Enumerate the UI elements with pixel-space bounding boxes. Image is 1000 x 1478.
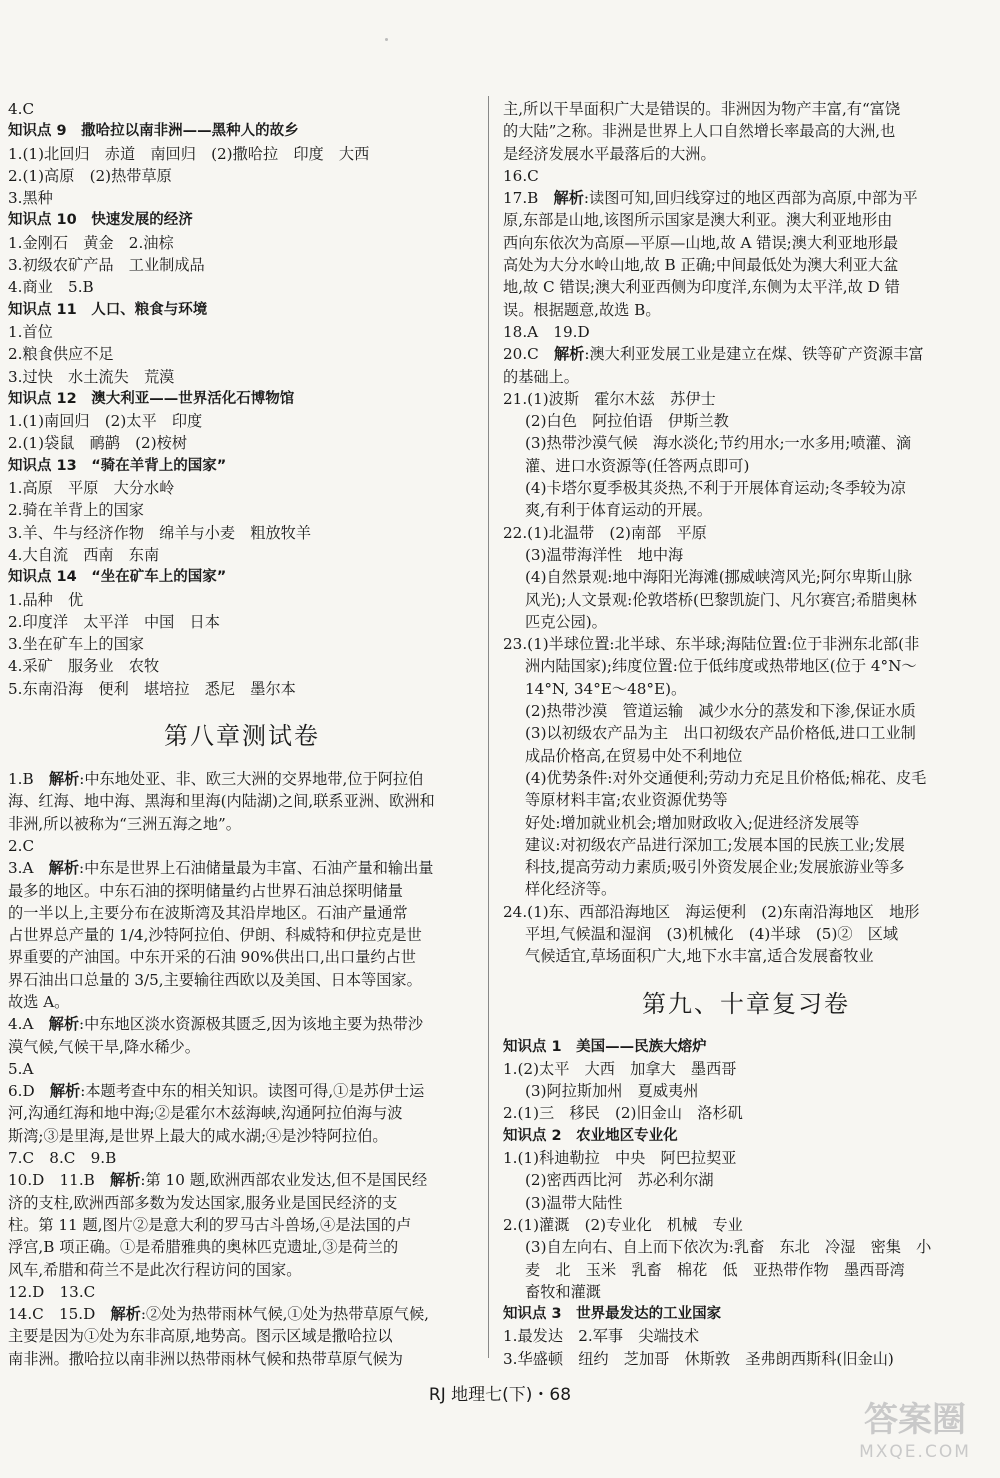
answer-line: 4.商业 5.B <box>8 278 94 297</box>
analysis-text: :澳大利亚发展工业是建立在煤、铁等矿产资源丰富 <box>584 345 924 364</box>
watermark-url: MXQE.COM <box>859 1442 971 1462</box>
answer-line: 风车,希腊和荷兰不是此次行程访问的国家。 <box>8 1260 302 1279</box>
left-column <box>8 98 476 1370</box>
answer-line: 西向东依次为高原—平原—山地,故 A 错误;澳大利亚地形最 <box>503 233 899 252</box>
answer-line: 22.(1)北温带 (2)南部 平原 <box>503 523 707 542</box>
answer-line: 非洲,所以被称为“三洲五海之地”。 <box>8 814 241 833</box>
answer-line: 南非洲。撒哈拉以南非洲以热带雨林气候和热带草原气候为 <box>8 1349 403 1368</box>
answer-line: (3)温带大陆性 <box>525 1193 623 1212</box>
analysis-text: :中东地区淡水资源极其匮乏,因为该地主要为热带沙 <box>79 1015 424 1034</box>
answer-line: 4.C <box>8 100 35 118</box>
knowledge-point-heading: 知识点 11 人口、粮食与环境 <box>8 301 208 318</box>
column-divider <box>488 96 489 1358</box>
answer-line: 1.(1)北回归 赤道 南回归 (2)撒哈拉 印度 大西 <box>8 144 370 163</box>
answer-line: 3.初级农矿产品 工业制成品 <box>8 256 205 275</box>
scan-dot <box>385 38 388 41</box>
answer-number: 4.A <box>8 1015 49 1034</box>
analysis-label: 解析 <box>553 345 585 364</box>
analysis-label: 解析 <box>48 859 80 878</box>
answer-line: 洲内陆国家);纬度位置:位于低纬度或热带地区(位于 4°N～ <box>525 657 917 676</box>
answer-line <box>8 1303 476 1325</box>
answer-line: 海、红海、地中海、黑海和里海(内陆湖)之间,联系亚洲、欧洲和 <box>8 792 435 811</box>
answer-line: 样化经济等。 <box>525 880 617 899</box>
answer-number: 6.D <box>8 1082 50 1101</box>
answer-line <box>8 768 476 790</box>
answer-line: 柱。第 11 题,图片②是意大利的罗马古斗兽场,④是法国的卢 <box>8 1215 412 1234</box>
answer-line: 2.(1)高原 (2)热带草原 <box>8 166 172 185</box>
answer-number: 17.B <box>503 189 554 208</box>
answer-line: 5.东南沿海 便利 堪培拉 悉尼 墨尔本 <box>8 679 296 698</box>
analysis-label: 解析 <box>48 1015 80 1034</box>
knowledge-point-heading: 知识点 13 “骑在羊背上的国家” <box>8 457 227 474</box>
answer-line: 畜牧和灌溉 <box>525 1282 601 1301</box>
analysis-text: :中东地处亚、非、欧三大洲的交界地带,位于阿拉伯 <box>79 770 424 789</box>
answer-line: 1.(2)太平 大西 加拿大 墨西哥 <box>503 1059 737 1078</box>
answer-line: 河,沟通红海和地中海;②是霍尔木兹海峡,沟通阿拉伯海与波 <box>8 1104 403 1123</box>
answer-line: 1.(1)南回归 (2)太平 印度 <box>8 412 203 431</box>
answer-line: 匹克公园)。 <box>525 612 607 631</box>
answer-number: 20.C <box>503 345 554 364</box>
answer-line: 1.首位 <box>8 322 53 341</box>
answer-line: 3.黑种 <box>8 189 53 208</box>
answer-number: 3.A <box>8 859 49 878</box>
answer-number: 10.D 11.B <box>8 1171 111 1190</box>
answer-line: 故选 A。 <box>8 992 70 1011</box>
answer-line: 5.A <box>8 1059 34 1078</box>
answer-line: 2.C <box>8 836 35 855</box>
answer-line: 原,东部是山地,该图所示国家是澳大利亚。澳大利亚地形由 <box>503 211 893 230</box>
answer-line: 最多的地区。中东石油的探明储量约占世界石油总探明储量 <box>8 881 403 900</box>
answer-line: 12.D 13.C <box>8 1282 96 1301</box>
answer-line: (3)自左向右、自上而下依次为:乳畜 东北 冷湿 密集 小 <box>525 1238 932 1257</box>
answer-line: 漠气候,气候干旱,降水稀少。 <box>8 1037 200 1056</box>
answer-line: 4.采矿 服务业 农牧 <box>8 657 160 676</box>
answer-line: (3)温带海洋性 地中海 <box>525 545 684 564</box>
answer-line: 7.C 8.C 9.B <box>8 1149 117 1168</box>
answer-line: (3)阿拉斯加州 夏威夷州 <box>525 1082 699 1101</box>
answer-line: 科技,提高劳动力素质;吸引外资发展企业;发展旅游业等多 <box>525 858 905 877</box>
analysis-text: :本题考查中东的相关知识。读图可得,①是苏伊士运 <box>80 1082 425 1101</box>
analysis-label: 解析 <box>110 1305 141 1324</box>
answer-line: (3)热带沙漠气候 海水淡化;节约用水;一水多用;喷灌、滴 <box>525 434 912 453</box>
knowledge-point-heading: 知识点 3 世界最发达的工业国家 <box>503 1306 722 1323</box>
answer-number: 14.C 15.D <box>8 1305 111 1324</box>
knowledge-point-heading: 知识点 1 美国——民族大熔炉 <box>503 1038 707 1055</box>
answer-line: 18.A 19.D <box>503 322 590 341</box>
answer-line: (2)密西西比河 苏必利尔湖 <box>525 1171 714 1190</box>
answer-line <box>8 1169 476 1191</box>
answer-line: 界石油出口总量的 3/5,主要输往西欧以及美国、日本等国家。 <box>8 970 422 989</box>
watermark-text: 答案圈 <box>864 1400 966 1440</box>
answer-line: 风光);人文景观:伦敦塔桥(巴黎凯旋门、凡尔赛宫;希腊奥林 <box>525 590 917 609</box>
answer-line: 主要是因为①处为东非高原,地势高。图示区域是撒哈拉以 <box>8 1327 393 1346</box>
answer-line: 地,故 C 错误;澳大利亚西侧为印度洋,东侧为太平洋,故 D 错 <box>503 278 900 297</box>
answer-line: 气候适宜,草场面积广大,地下水丰富,适合发展畜牧业 <box>525 947 874 966</box>
knowledge-point-heading: 知识点 2 农业地区专业化 <box>503 1127 678 1144</box>
answer-line: 的一半以上,主要分布在波斯湾及其沿岸地区。石油产量通常 <box>8 903 408 922</box>
watermark-logo <box>840 1398 990 1470</box>
knowledge-point-heading: 知识点 9 撒哈拉以南非洲——黑种人的故乡 <box>8 123 299 140</box>
answer-line: 成品价格高,在贸易中处不利地位 <box>525 746 743 765</box>
answer-number: 1.B <box>8 770 49 789</box>
answer-line: 2.骑在羊背上的国家 <box>8 501 144 520</box>
answer-line: 4.大自流 西南 东南 <box>8 545 160 564</box>
answer-line: 平坦,气候温和湿润 (3)机械化 (4)半球 (5)② 区域 <box>525 924 899 943</box>
analysis-text: :中东是世界上石油储量最为丰富、石油产量和输出量 <box>79 859 434 878</box>
answer-line <box>8 857 476 879</box>
answer-line: (4)自然景观:地中海阳光海滩(挪威峡湾风光;阿尔卑斯山脉 <box>525 568 912 587</box>
answer-line <box>8 1013 476 1035</box>
answer-line: 3.过快 水土流失 荒漠 <box>8 367 175 386</box>
knowledge-point-heading: 知识点 10 快速发展的经济 <box>8 212 193 229</box>
chapter-heading: 第九、十章复习卷 <box>642 989 850 1018</box>
answer-line: 14°N, 34°E～48°E)。 <box>525 679 687 698</box>
answer-line: 3.坐在矿车上的国家 <box>8 635 144 654</box>
answer-line: 主,所以干旱面积广大是错误的。非洲因为物产丰富,有“富饶 <box>503 100 901 118</box>
answer-line: 2.印度洋 太平洋 中国 日本 <box>8 612 220 631</box>
answer-line: 的大陆”之称。非洲是世界上人口自然增长率最高的大洲,也 <box>503 122 896 141</box>
analysis-text: :②处为热带雨林气候,①处为热带草原气候, <box>140 1305 430 1324</box>
answer-line: 爽,有利于体育运动的开展。 <box>525 501 713 520</box>
answer-line: 2.粮食供应不足 <box>8 345 114 364</box>
answer-line: 23.(1)半球位置:北半球、东半球;海陆位置:位于非洲东北部(非 <box>503 635 920 654</box>
answer-line: (4)优势条件:对外交通便利;劳动力充足且价格低;棉花、皮毛 <box>525 768 927 787</box>
answer-line: (4)卡塔尔夏季极其炎热,不利于开展体育运动;冬季较为凉 <box>525 479 906 498</box>
analysis-text: :第 10 题,欧洲西部农业发达,但不是国民经 <box>140 1171 428 1190</box>
answer-line: (3)以初级农产品为主 出口初级农产品价格低,进口工业制 <box>525 724 916 743</box>
answer-line: 界重要的产油国。中东开采的石油 90%供出口,出口量约占世 <box>8 948 416 967</box>
analysis-label: 解析 <box>553 189 584 208</box>
analysis-label: 解析 <box>49 1082 81 1101</box>
answer-line: 21.(1)波斯 霍尔木兹 苏伊士 <box>503 389 716 408</box>
answer-line: 浮宫,B 项正确。①是希腊雅典的奥林匹克遗址,③是荷兰的 <box>8 1238 399 1257</box>
answer-line: (2)热带沙漠 管道运输 减少水分的蒸发和下渗,保证水质 <box>525 702 916 721</box>
analysis-text: :读图可知,回归线穿过的地区西部为高原,中部为平 <box>583 189 918 208</box>
answer-line: 占世界总产量的 1/4,沙特阿拉伯、伊朗、科威特和伊拉克是世 <box>8 926 422 945</box>
chapter-heading: 第八章测试卷 <box>164 722 320 751</box>
answer-line: 1.金刚石 黄金 2.油棕 <box>8 233 174 252</box>
answer-line: 是经济发展水平最落后的大洲。 <box>503 144 716 163</box>
answer-line: 高处为大分水岭山地,故 B 正确;中间最低处为澳大利亚大盆 <box>503 256 899 275</box>
answer-line: 误。根据题意,故选 B。 <box>503 300 661 319</box>
answer-line: 建议:对初级农产品进行深加工;发展本国的民族工业;发展 <box>525 835 905 854</box>
answer-line: 3.华盛顿 纽约 芝加哥 休斯敦 圣弗朗西斯科(旧金山) <box>503 1349 894 1368</box>
answer-line: 的基础上。 <box>503 367 579 386</box>
answer-line: 麦 北 玉米 乳畜 棉花 低 亚热带作物 墨西哥湾 <box>525 1260 905 1279</box>
answer-line: 24.(1)东、西部沿海地区 海运便利 (2)东南沿海地区 地形 <box>503 902 920 921</box>
knowledge-point-heading: 知识点 12 澳大利亚——世界活化石博物馆 <box>8 390 295 407</box>
answer-line: (2)白色 阿拉伯语 伊斯兰教 <box>525 412 729 431</box>
answer-line: 2.(1)三 移民 (2)旧金山 洛杉矶 <box>503 1104 743 1123</box>
answer-line: 济的支柱,欧洲西部多数为发达国家,服务业是国民经济的支 <box>8 1193 398 1212</box>
page-footer: RJ 地理七(下)・68 <box>428 1385 572 1405</box>
answer-line: 1.(1)科迪勒拉 中央 阿巴拉契亚 <box>503 1149 737 1168</box>
right-column <box>503 98 989 1370</box>
answer-line: 2.(1)灌溉 (2)专业化 机械 专业 <box>503 1215 743 1234</box>
answer-line <box>503 343 989 365</box>
answer-line: 灌、进口水资源等(任答两点即可) <box>525 456 750 475</box>
answer-line: 1.高原 平原 大分水岭 <box>8 479 175 498</box>
answer-line <box>8 1080 476 1102</box>
answer-line: 16.C <box>503 166 539 185</box>
answer-line: 2.(1)袋鼠 鸸鹋 (2)桉树 <box>8 434 188 453</box>
answer-line: 好处:增加就业机会;增加财政收入;促进经济发展等 <box>525 813 860 832</box>
answer-line: 1.最发达 2.军事 尖端技术 <box>503 1327 700 1346</box>
analysis-label: 解析 <box>48 770 80 789</box>
answer-line: 3.羊、牛与经济作物 绵羊与小麦 粗放牧羊 <box>8 523 312 542</box>
answer-line: 1.品种 优 <box>8 590 84 609</box>
answer-line <box>503 187 989 209</box>
answer-line: 斯湾;③是里海,是世界上最大的咸水湖;④是沙特阿拉伯。 <box>8 1126 388 1145</box>
answer-line: 等原材料丰富;农业资源优势等 <box>525 791 728 810</box>
analysis-label: 解析 <box>110 1171 141 1190</box>
knowledge-point-heading: 知识点 14 “坐在矿车上的国家” <box>8 569 227 586</box>
